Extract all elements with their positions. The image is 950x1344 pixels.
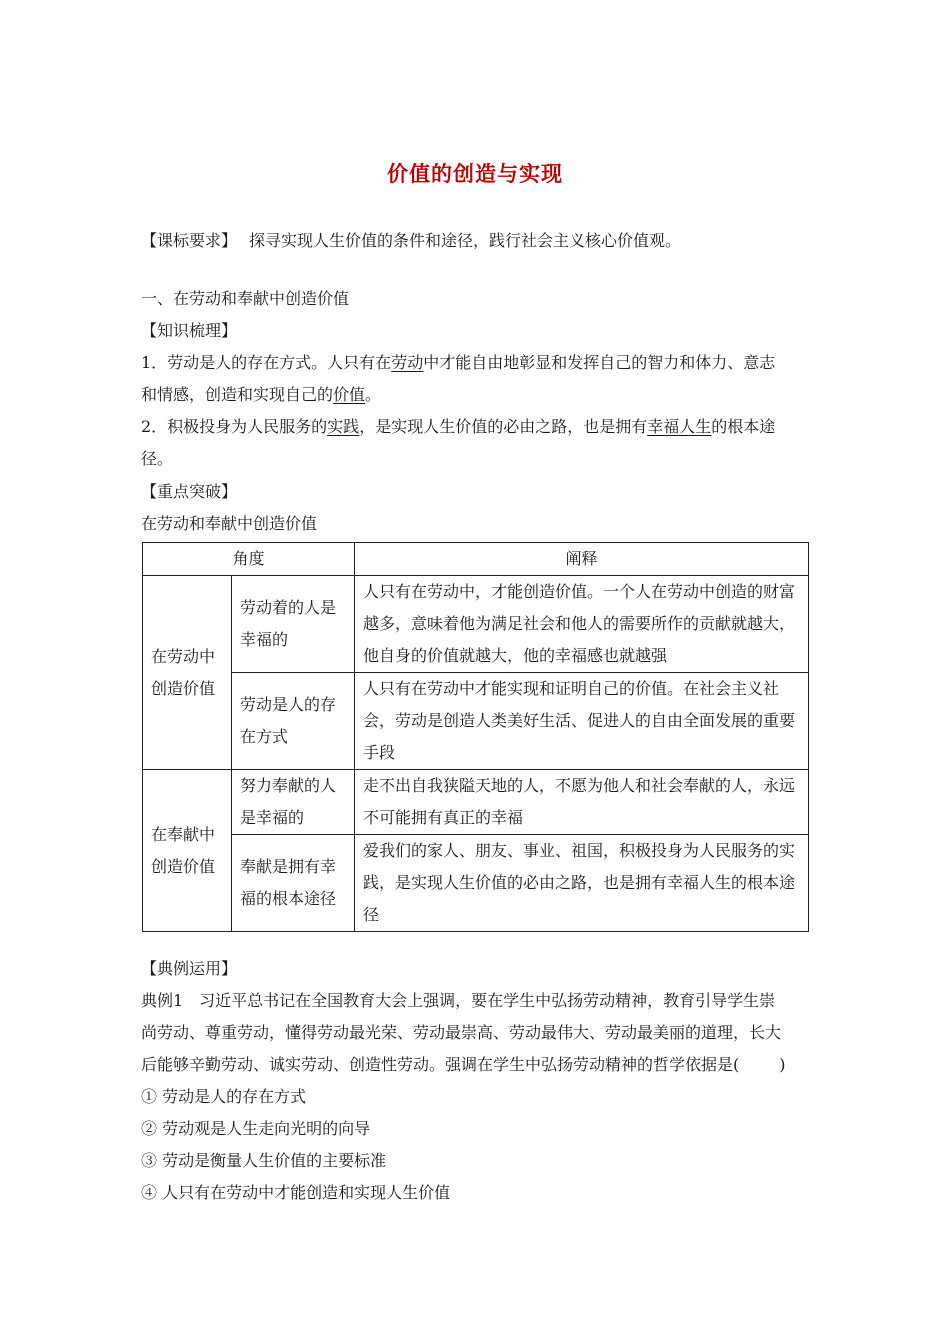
page-title: 价值的创造与实现 — [387, 162, 563, 186]
section-heading: 一、在劳动和奉献中创造价值 — [141, 289, 350, 308]
blank-answer: 幸福人生 — [647, 417, 712, 436]
table-row — [143, 576, 809, 673]
blank-answer: 实践 — [327, 417, 360, 436]
knowledge-item-1-line-2 — [141, 379, 811, 411]
knowledge-item-1-line-1 — [141, 347, 811, 379]
blank-answer: 劳动 — [391, 353, 424, 372]
requirement-text: 探寻实现人生价值的条件和途径，践行社会主义核心价值观。 — [249, 231, 682, 250]
text-run: 后能够辛勤劳动、诚实劳动、创造性劳动。强调在学生中弘扬劳动精神的哲学依据是( — [141, 1055, 740, 1074]
aspect-cell: 奉献是拥有幸福的根本途径 — [232, 835, 355, 932]
table-header-explain: 阐释 — [355, 543, 809, 576]
text-run: 和情感，创造和实现自己的 — [141, 385, 334, 404]
value-table — [142, 542, 809, 932]
explain-cell: 人只有在劳动中才能实现和证明自己的价值。在社会主义社会，劳动是创造人类美好生活、促进人的自由全面发展的重要手段 — [355, 673, 809, 770]
text-run: 。 — [365, 385, 382, 404]
table-header-row — [143, 543, 809, 576]
option-2: ② 劳动观是人生走向光明的向导 — [141, 1119, 371, 1138]
table-row — [143, 835, 809, 932]
group-cell: 在奉献中创造价值 — [143, 770, 232, 932]
example-line-1: 典例1 习近平总书记在全国教育大会上强调，要在学生中弘扬劳动精神，教育引导学生崇 — [141, 991, 776, 1010]
option-1: ① 劳动是人的存在方式 — [141, 1087, 307, 1106]
text-run: 的根本途 — [711, 417, 776, 436]
focus-label: 【重点突破】 — [141, 482, 238, 501]
example-line-2: 尚劳动、尊重劳动，懂得劳动最光荣、劳动最崇高、劳动最伟大、劳动最美丽的道理，长大 — [141, 1023, 782, 1042]
example-line-3 — [141, 1049, 811, 1081]
knowledge-item-2-line-1 — [141, 411, 811, 443]
explain-cell: 爱我们的家人、朋友、事业、祖国，积极投身为人民服务的实践，是实现人生价值的必由之路，也是拥有幸福人生的根本途径 — [355, 835, 809, 932]
option-4: ④ 人只有在劳动中才能创造和实现人生价值 — [141, 1183, 451, 1202]
text-run: ) — [779, 1055, 786, 1074]
table-caption: 在劳动和奉献中创造价值 — [141, 514, 318, 533]
group-cell: 在劳动中创造价值 — [143, 576, 232, 770]
requirement-line — [141, 225, 811, 257]
table-row — [143, 673, 809, 770]
text-run: 中才能自由地彰显和发挥自己的智力和体力、意志 — [423, 353, 776, 372]
text-run: 1．劳动是人的存在方式。人只有在 — [141, 353, 392, 372]
text-run: 2．积极投身为人民服务的 — [141, 417, 328, 436]
text-run: ，是实现人生价值的必由之路，也是拥有 — [359, 417, 648, 436]
aspect-cell: 劳动是人的存在方式 — [232, 673, 355, 770]
requirement-label: 【课标要求】 — [141, 231, 238, 250]
knowledge-label: 【知识梳理】 — [141, 321, 238, 340]
blank-answer: 价值 — [333, 385, 366, 404]
aspect-cell: 劳动着的人是幸福的 — [232, 576, 355, 673]
option-3: ③ 劳动是衡量人生价值的主要标准 — [141, 1151, 387, 1170]
knowledge-item-2-line-2: 径。 — [141, 449, 174, 468]
example-label: 【典例运用】 — [141, 959, 238, 978]
explain-cell: 走不出自我狭隘天地的人，不愿为他人和社会奉献的人，永远不可能拥有真正的幸福 — [355, 770, 809, 835]
table-row — [143, 770, 809, 835]
aspect-cell: 努力奉献的人是幸福的 — [232, 770, 355, 835]
explain-cell: 人只有在劳动中，才能创造价值。一个人在劳动中创造的财富越多，意味着他为满足社会和他人的需要所作的贡献就越大，他自身的价值就越大，他的幸福感也就越强 — [355, 576, 809, 673]
table-header-aspect: 角度 — [143, 543, 355, 576]
